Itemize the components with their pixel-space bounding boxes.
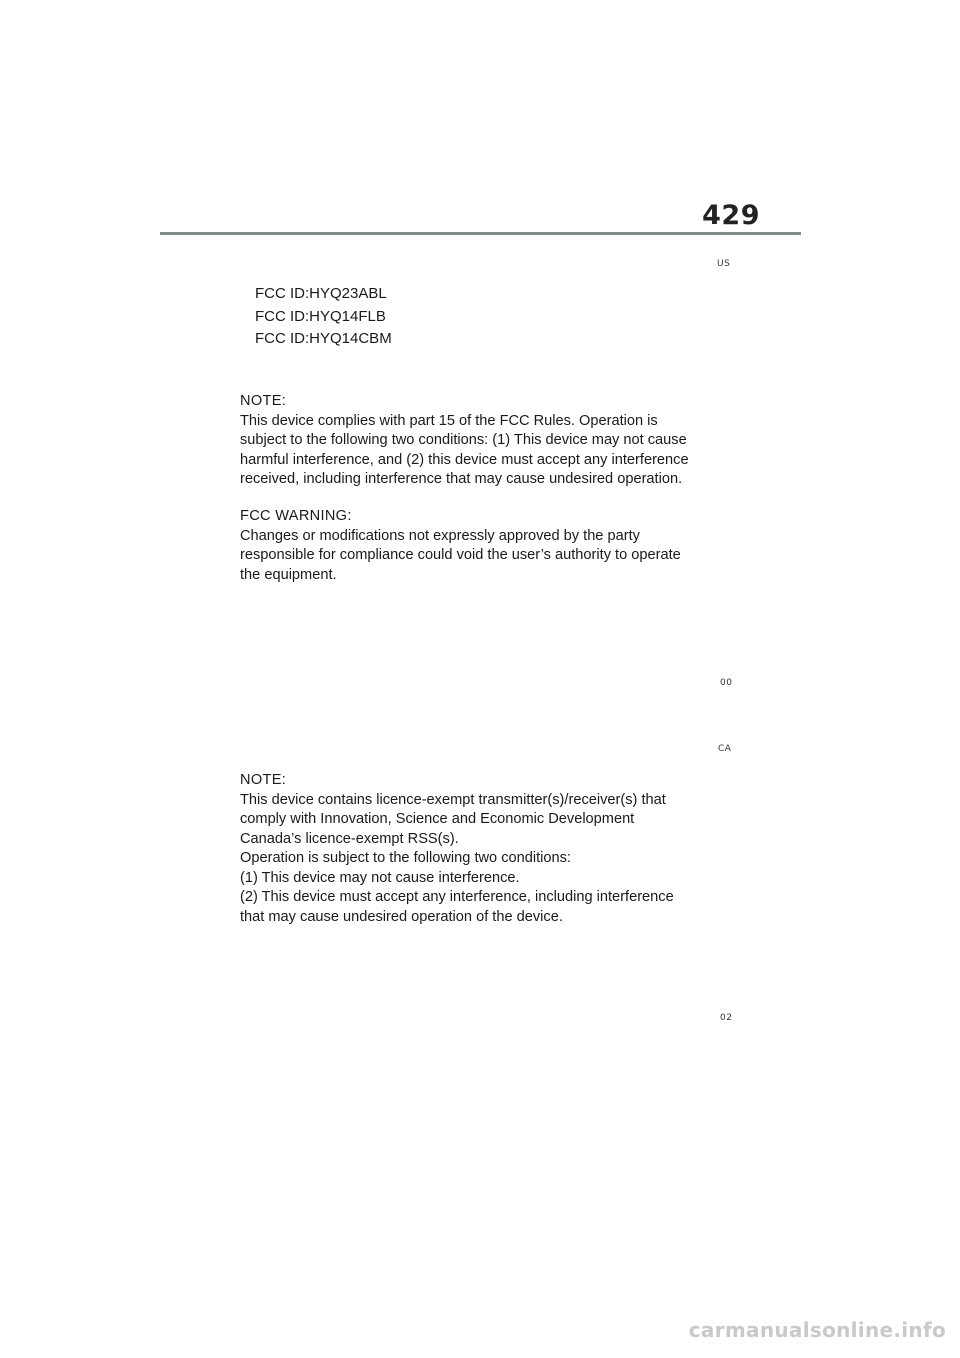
- fcc-note-line: harmful interference, and (2) this device must accept any interference: [240, 451, 689, 468]
- fcc-id-item: FCC ID:HYQ14CBM: [255, 330, 392, 347]
- fcc-warning-line: the equipment.: [240, 566, 337, 583]
- fcc-warning-section: [240, 507, 730, 585]
- ca-note-line: comply with Innovation, Science and Economic Development: [240, 811, 635, 827]
- fcc-id-item: FCC ID:HYQ14FLB: [255, 307, 386, 325]
- footer-watermark: carmanualsonline.info: [688, 1318, 946, 1342]
- fcc-note-heading: NOTE:: [240, 393, 287, 409]
- ca-note-heading: NOTE:: [240, 772, 287, 788]
- page-number: 429: [702, 200, 760, 231]
- header-rule: [160, 232, 801, 235]
- ca-note-line: that may cause undesired operation of the device.: [240, 908, 563, 925]
- region-marker-02: 02: [720, 1013, 733, 1023]
- fcc-note-line: This device complies with part 15 of the FCC Rules. Operation is: [240, 412, 658, 429]
- fcc-id-item: FCC ID:HYQ23ABL: [255, 285, 387, 302]
- region-marker-00: 00: [720, 678, 733, 688]
- ca-note-line: (1) This device may not cause interference.: [240, 869, 520, 886]
- fcc-id-list: [255, 283, 392, 351]
- fcc-note-line: received, including interference that may cause undesired operation.: [240, 471, 683, 487]
- fcc-warning-line: Changes or modifications not expressly approved by the party: [240, 527, 640, 544]
- ca-note-line: This device contains licence-exempt transmitter(s)/receiver(s) that: [240, 791, 666, 808]
- ca-note-line: (2) This device must accept any interference, including interference: [240, 889, 674, 905]
- ca-note-line: Operation is subject to the following two conditions:: [240, 850, 571, 866]
- fcc-note-line: subject to the following two conditions: (1) This device may not cause: [240, 432, 687, 448]
- region-marker-ca: CA: [718, 744, 732, 754]
- fcc-note-section: [240, 392, 730, 490]
- region-marker-us: US: [717, 259, 731, 269]
- ca-note-line: Canada’s licence-exempt RSS(s).: [240, 830, 459, 847]
- fcc-warning-heading: FCC WARNING:: [240, 508, 352, 524]
- fcc-warning-line: responsible for compliance could void the user’s authority to operate: [240, 547, 681, 563]
- ca-note-section: [240, 771, 730, 927]
